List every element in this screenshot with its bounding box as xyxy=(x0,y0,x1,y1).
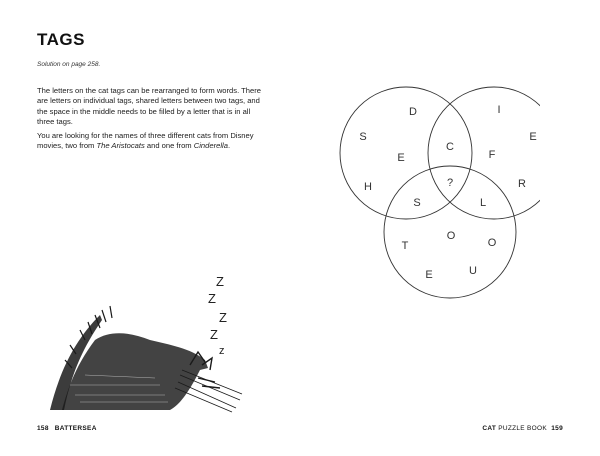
venn-letter-bottom-2: T xyxy=(401,240,409,252)
venn-letter-right-2: E xyxy=(529,131,537,143)
venn-letter-right-3: F xyxy=(488,149,496,161)
venn-letter-center: ? xyxy=(446,177,454,189)
venn-letter-right-1: I xyxy=(497,104,501,116)
venn-letter-bottom-1: O xyxy=(446,230,456,242)
right-page-number: 159 xyxy=(551,425,563,432)
sleep-z-1: Z xyxy=(216,274,224,289)
venn-letter-left-right: C xyxy=(446,141,454,153)
solution-note: Solution on page 258. xyxy=(37,61,101,68)
cats-paragraph-mid: and one from xyxy=(144,141,194,151)
venn-letter-right-4: R xyxy=(518,178,526,190)
venn-letter-bottom-3: O xyxy=(487,237,497,249)
footer-right xyxy=(482,425,563,432)
sleep-z-2: Z xyxy=(208,291,216,306)
venn-letter-left-4: H xyxy=(364,181,372,193)
movie-title-cinderella: Cinderella xyxy=(193,141,228,151)
cat-body-scribble xyxy=(50,306,242,412)
sleep-z-4: Z xyxy=(210,327,218,342)
page-title: TAGS xyxy=(37,30,85,49)
cats-paragraph-prefix: You are looking for the names of three different cats from Disney movies, two from xyxy=(37,131,254,151)
venn-letter-left-2: S xyxy=(359,131,367,143)
venn-letter-left-1: D xyxy=(409,106,417,118)
footer-left xyxy=(37,425,97,432)
footer-left-label: BATTERSEA xyxy=(54,425,97,432)
movie-title-aristocats: The Aristocats xyxy=(96,141,145,151)
cats-paragraph-suffix: . xyxy=(227,141,231,151)
venn-letter-bottom-5: U xyxy=(469,265,477,277)
instructions-paragraph: The letters on the cat tags can be rearranged to form words. There are letters on individual tags, shared letters between two tags, and the space in the middle needs to be filled by a letter that is in all three tags. xyxy=(37,86,261,127)
venn-letter-bottom-4: E xyxy=(425,269,433,281)
sleep-z-3: Z xyxy=(219,310,227,325)
sleep-z-5: z xyxy=(219,345,225,357)
sleeping-cat-illustration xyxy=(40,270,270,415)
venn-diagram xyxy=(330,80,540,310)
footer-right-label-bold: CAT xyxy=(482,425,497,432)
venn-letter-left-3: E xyxy=(397,152,405,164)
tag-circle-left xyxy=(340,87,472,219)
venn-letter-right-bottom: L xyxy=(479,197,487,209)
cats-paragraph xyxy=(37,131,267,152)
footer-right-label-rest: PUZZLE BOOK xyxy=(498,425,548,432)
venn-letter-left-bottom: S xyxy=(413,197,421,209)
left-page-number: 158 xyxy=(37,425,49,432)
